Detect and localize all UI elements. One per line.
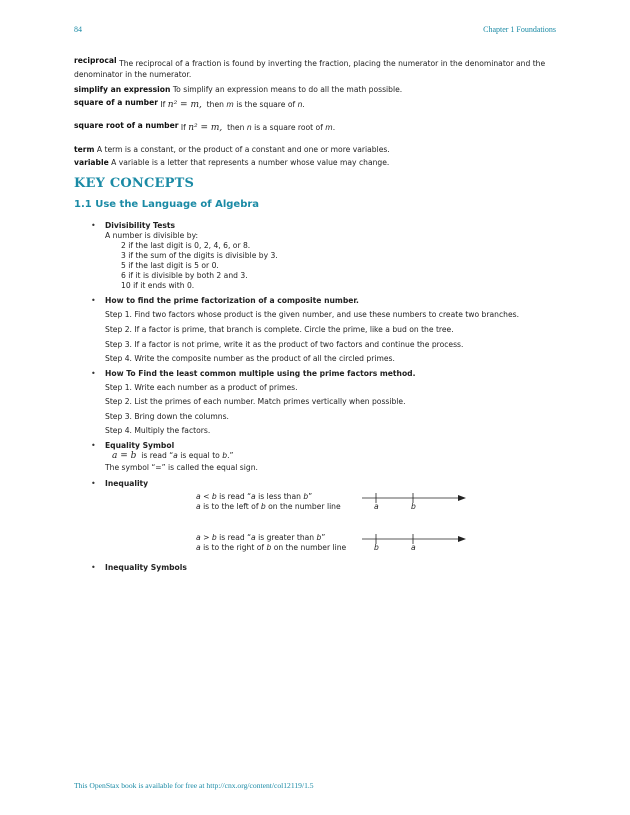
step-item: Step 1. Find two factors whose product is the given number, and use these numbers to create two branches.: [105, 310, 519, 319]
bullet-icon: •: [91, 441, 96, 450]
prime-factorization-title: How to find the prime factorization of a composite number.: [105, 296, 359, 305]
glossary-definition: A term is a constant, or the product of a constant and one or more variables.: [96, 145, 390, 154]
tick-label: b: [374, 543, 379, 552]
bullet-icon: •: [91, 479, 96, 488]
tick-label: a: [411, 543, 416, 552]
bullet-icon: •: [91, 563, 96, 572]
glossary-definition: To simplify an expression means to do all the math possible.: [172, 85, 403, 94]
divisibility-title: Divisibility Tests: [105, 221, 176, 230]
greater-than-read: a > b is read “a is greater than b”: [196, 533, 326, 542]
glossary-term: square root of a number: [74, 121, 179, 130]
math-expression: n² = m,: [188, 123, 223, 133]
bullet-icon: •: [91, 369, 96, 378]
key-concepts-heading: KEY CONCEPTS: [74, 176, 195, 191]
tick-label: b: [411, 502, 416, 511]
chapter-title: Chapter 1 Foundations: [483, 25, 556, 34]
footer-text: This OpenStax book is available for free at http://cnx.org/content/col12119/1.5: [74, 781, 314, 790]
glossary-simplify: [74, 85, 402, 96]
greater-than-position: a is to the right of b on the number line: [196, 543, 347, 552]
step-item: Step 1. Write each number as a product of primes.: [105, 383, 298, 392]
less-than-position: a is to the left of b on the number line: [196, 502, 341, 511]
inequality-title: Inequality: [105, 479, 149, 488]
glossary-term-entry: [74, 145, 390, 156]
arrow-icon: [458, 536, 466, 542]
list-item: 2 if the last digit is 0, 2, 4, 6, or 8.: [121, 241, 251, 250]
less-than-read: a < b is read “a is less than b”: [196, 492, 313, 501]
glossary-term: variable: [74, 158, 109, 167]
math-expression: a = b: [112, 451, 137, 461]
divisibility-intro: A number is divisible by:: [105, 231, 199, 240]
equality-title: Equality Symbol: [105, 441, 175, 450]
step-item: Step 3. Bring down the columns.: [105, 412, 229, 421]
bullet-icon: •: [91, 221, 96, 230]
divisibility-rules: [121, 241, 278, 291]
equality-read: a = b is read “a is equal to b.”: [112, 451, 234, 461]
bullet-icon: •: [91, 296, 96, 305]
glossary-square: square of a number If n² = m, then m is the square of n.: [74, 98, 305, 110]
glossary-square-root: square root of a number If n² = m, then n is a square root of m.: [74, 121, 336, 133]
list-item: 10 if it ends with 0.: [121, 281, 195, 290]
list-item: 3 if the sum of the digits is divisible by 3.: [121, 251, 278, 260]
step-item: Step 2. List the primes of each number. Match primes vertically when possible.: [105, 397, 406, 406]
step-item: Step 4. Write the composite number as the product of all the circled primes.: [105, 354, 395, 363]
inequality-symbols-title: Inequality Symbols: [105, 563, 187, 572]
section-heading: 1.1 Use the Language of Algebra: [74, 199, 260, 210]
arrow-icon: [458, 495, 466, 501]
lcm-title: How To Find the least common multiple using the prime factors method.: [105, 369, 416, 378]
math-expression: n² = m,: [167, 100, 202, 110]
glossary-definition: The reciprocal of a fraction is found by inverting the fraction, placing the numerator in the denominator and the denominator in the numerator.: [74, 59, 546, 79]
step-item: Step 4. Multiply the factors.: [105, 426, 211, 435]
glossary-term: simplify an expression: [74, 85, 171, 94]
page-number: 84: [74, 25, 82, 34]
glossary-term: term: [74, 145, 95, 154]
glossary-term: reciprocal: [74, 56, 117, 65]
list-item: 5 if the last digit is 5 or 0.: [121, 261, 219, 270]
step-item: Step 3. If a factor is not prime, write it as the product of two factors and continue the process.: [105, 340, 464, 349]
glossary-reciprocal: [74, 56, 556, 80]
step-item: Step 2. If a factor is prime, that branch is complete. Circle the prime, like a bud on the tree.: [105, 325, 454, 334]
equal-sign-note: The symbol “=” is called the equal sign.: [105, 463, 258, 472]
glossary-term: square of a number: [74, 98, 159, 107]
tick-label: a: [374, 502, 379, 511]
glossary-variable: [74, 158, 389, 169]
list-item: 6 if it is divisible by both 2 and 3.: [121, 271, 248, 280]
glossary-definition: A variable is a letter that represents a number whose value may change.: [111, 158, 390, 167]
